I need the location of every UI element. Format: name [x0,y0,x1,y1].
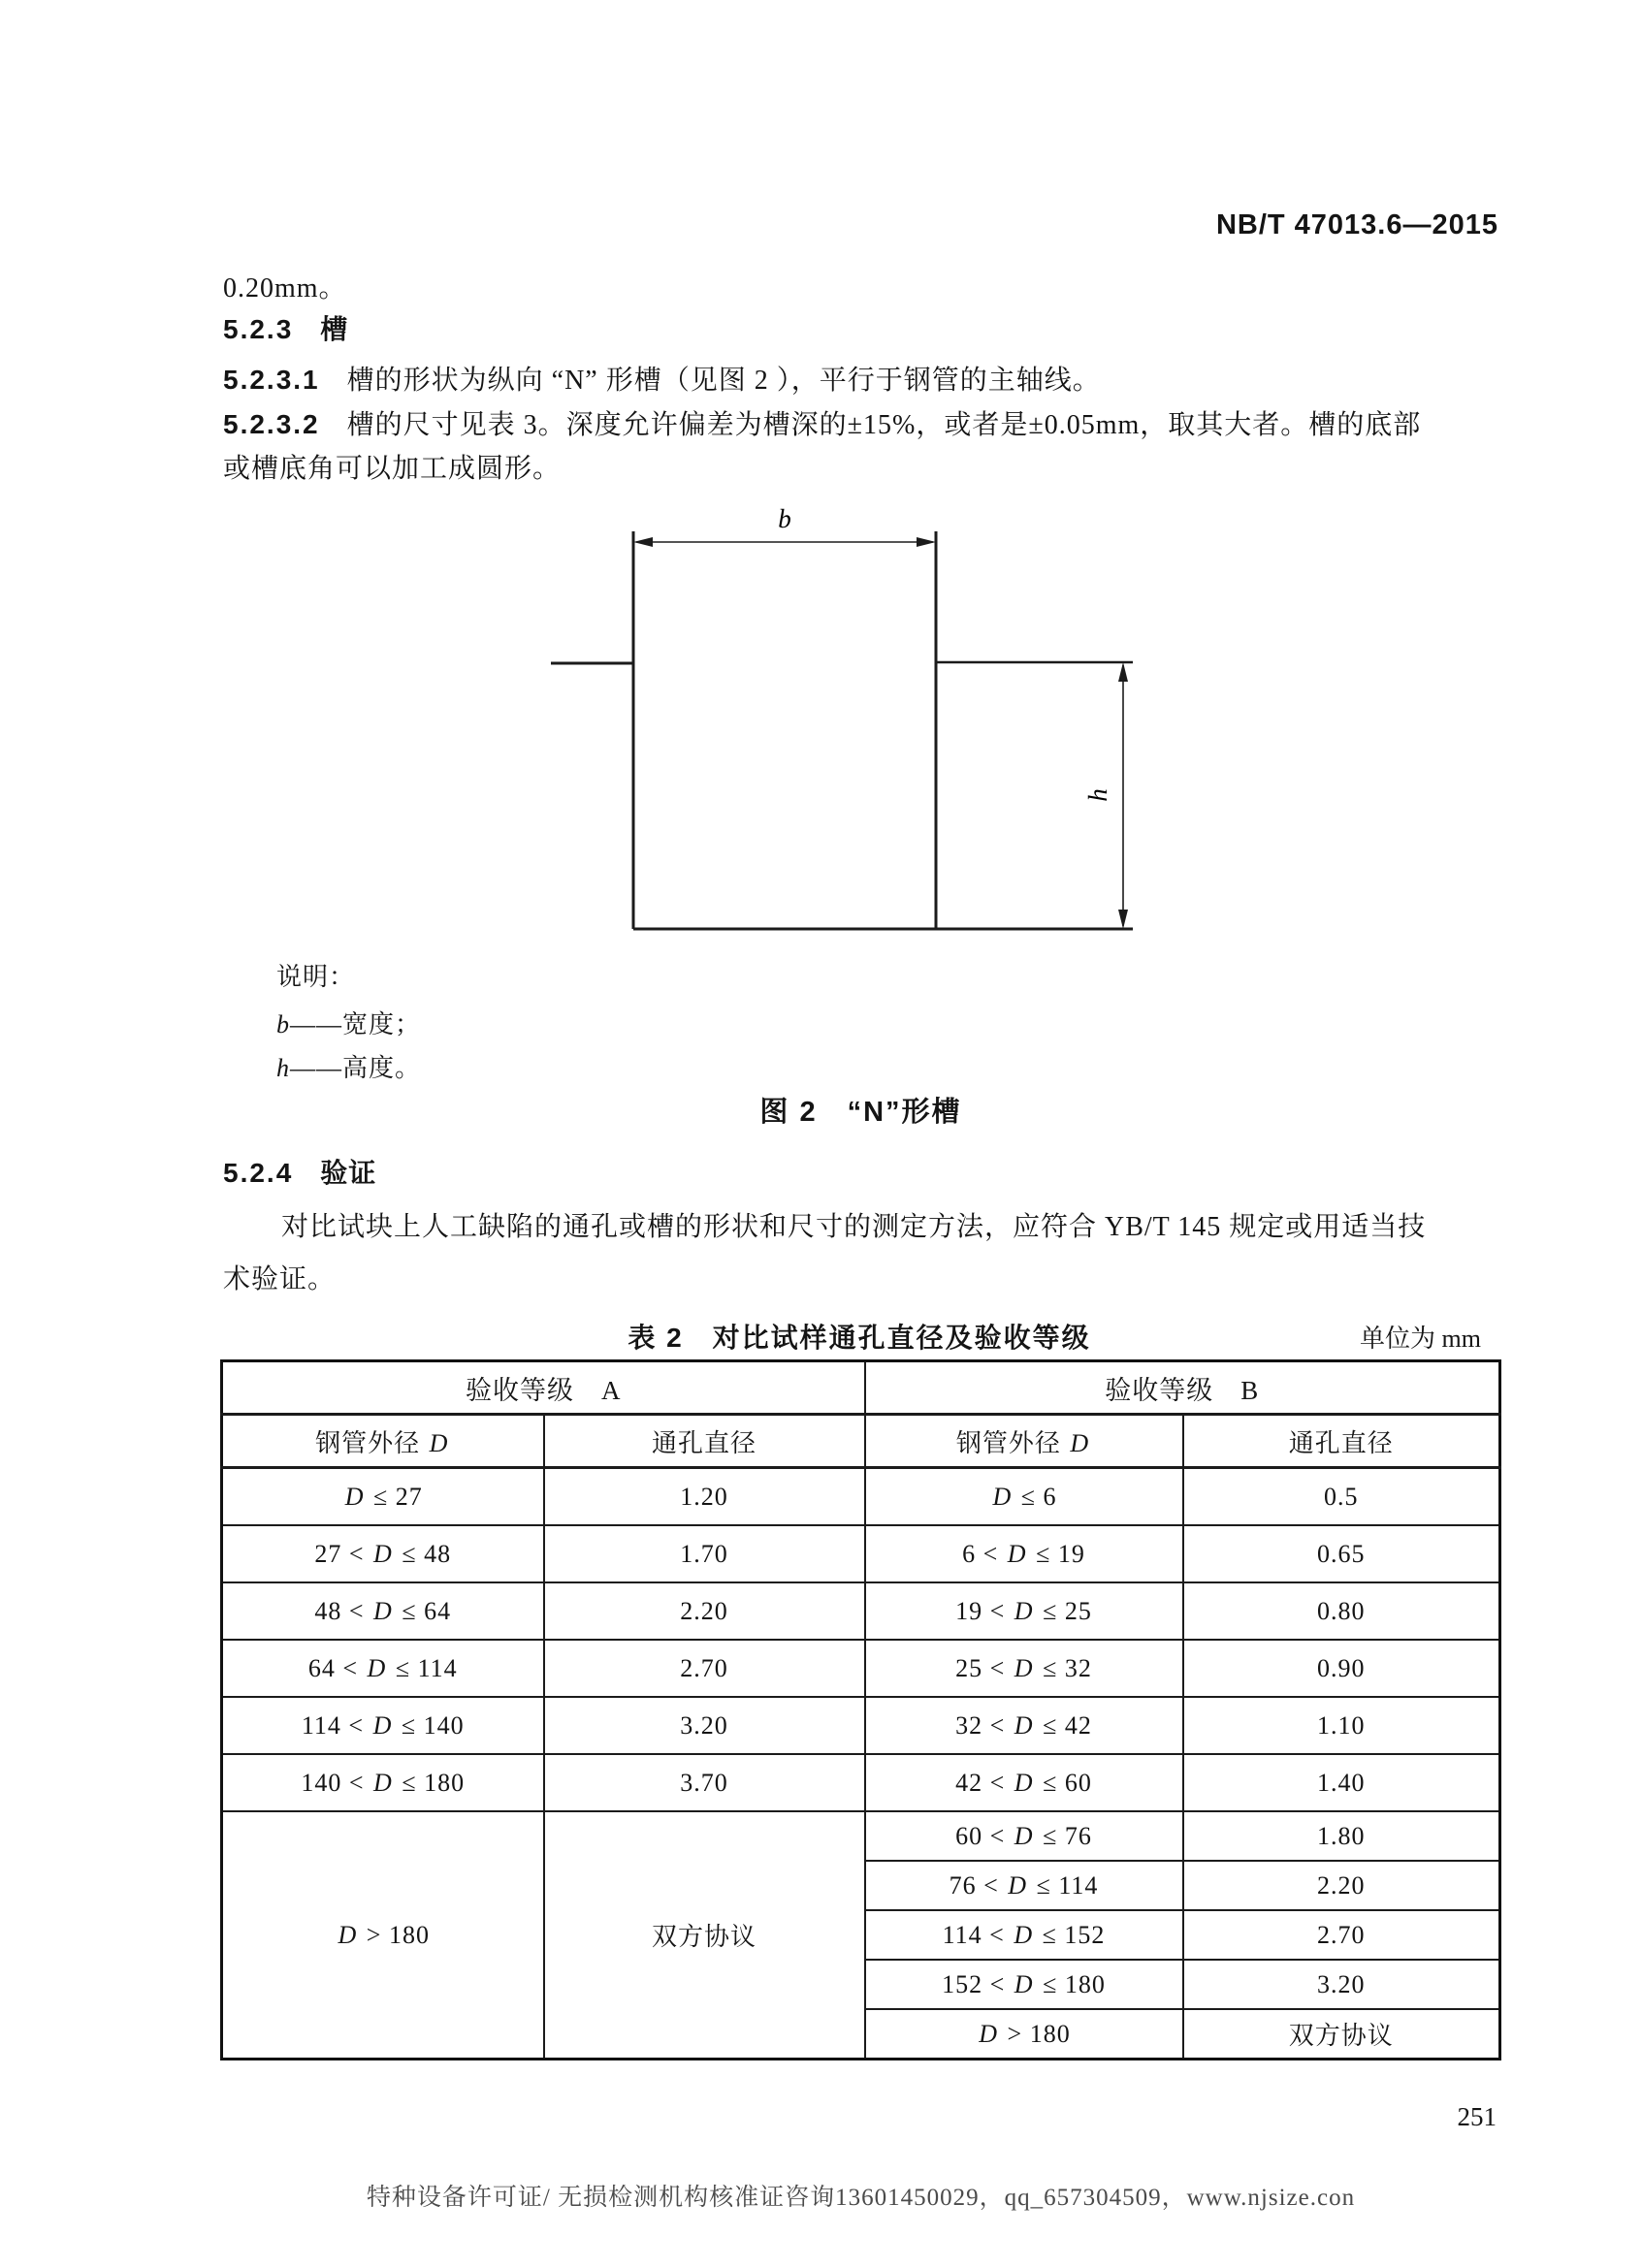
figure-caption: 图 2 “N”形槽 [759,1097,962,1128]
footer-watermark: 特种设备许可证/ 无损检测机构核准证咨询13601450029，qq_657304509，www.njsize.con [366,2185,1356,2211]
arrowhead-right-icon [917,537,936,547]
cell-value: 1.10 [1183,1697,1500,1754]
cell-range: D > 180 [865,2009,1183,2060]
group-header-grade-b: 验收等级 B [865,1361,1500,1415]
cell-value: 3.70 [544,1754,865,1811]
col-header: 钢管外径 D [865,1415,1183,1468]
table-row [222,1754,1500,1811]
comparison-table [220,1359,1501,2060]
col-header: 通孔直径 [1183,1415,1500,1468]
page-number: 251 [1457,2102,1497,2131]
dim-label-b: b [778,504,791,533]
cell-value: 1.80 [1183,1811,1500,1861]
clause-number: 5.2.3.2 [223,409,320,439]
cell-value: 1.20 [544,1468,865,1526]
table-row [222,1525,1500,1582]
paragraph-5-2-4-line1: 对比试块上人工缺陷的通孔或槽的形状和尺寸的测定方法，应符合 YB/T 145 规定或用适当技 [281,1212,1427,1242]
legend-desc: ——宽度； [290,1010,422,1038]
cell-range: 25 < D ≤ 32 [865,1640,1183,1697]
cell-range: 32 < D ≤ 42 [865,1697,1183,1754]
cell-value: 双方协议 [1183,2009,1500,2060]
cell-range: 27 < D ≤ 48 [222,1525,544,1582]
legend-symbol: b [276,1010,290,1038]
cell-range: 76 < D ≤ 114 [865,1861,1183,1910]
col-header: 钢管外径 D [222,1415,544,1468]
dim-label-h: h [1083,788,1112,802]
doc-number-header: NB/T 47013.6—2015 [1215,209,1498,240]
cell-range: 64 < D ≤ 114 [222,1640,544,1697]
table-column-header-row [222,1415,1500,1468]
cell-value: 0.90 [1183,1640,1500,1697]
table-row [222,1811,1500,1861]
heading-5-2-4 [223,1159,376,1189]
group-header-grade-a: 验收等级 A [222,1361,865,1415]
cell-value-merged: 双方协议 [544,1811,865,2060]
heading-title: 槽 [320,314,349,344]
cell-value: 3.20 [544,1697,865,1754]
legend-item-h [276,1054,421,1083]
paragraph-5-2-3-2-line2: 或槽底角可以加工成圆形。 [223,454,562,484]
table-row [222,1582,1500,1640]
cell-value: 1.40 [1183,1754,1500,1811]
table-title-row [220,1317,1498,1356]
table-row [222,1640,1500,1697]
paragraph-carryover: 0.20mm。 [223,273,347,303]
arrowhead-left-icon [633,537,653,547]
paragraph-text: 槽的尺寸见表 3。深度允许偏差为槽深的±15%，或者是±0.05mm，取其大者。槽的底部 [346,410,1422,440]
cell-value: 3.20 [1183,1960,1500,2009]
legend-title: 说明： [276,963,356,991]
cell-range: 42 < D ≤ 60 [865,1754,1183,1811]
clause-number: 5.2.3 [223,314,294,344]
table-unit-note: 单位为 mm [1360,1325,1481,1353]
cell-range-merged: D > 180 [222,1811,544,2060]
paragraph-5-2-3-1 [223,366,1101,396]
cell-value: 0.80 [1183,1582,1500,1640]
heading-5-2-3 [223,315,348,345]
paragraph-5-2-4-line2: 术验证。 [223,1264,337,1294]
table-title: 表 2 对比试样通孔直径及验收等级 [628,1323,1091,1353]
paragraph-text: 槽的形状为纵向 “N” 形槽（见图 2 ），平行于钢管的主轴线。 [346,366,1101,396]
table-group-header-row [222,1361,1500,1415]
clause-number: 5.2.4 [223,1158,294,1188]
cell-range: 114 < D ≤ 140 [222,1697,544,1754]
table-row [222,1468,1500,1526]
cell-value: 2.70 [544,1640,865,1697]
cell-range: 114 < D ≤ 152 [865,1910,1183,1960]
table-row [222,1697,1500,1754]
cell-value: 0.65 [1183,1525,1500,1582]
legend-item-b [276,1010,421,1039]
cell-range: 140 < D ≤ 180 [222,1754,544,1811]
legend-desc: ——高度。 [290,1054,422,1082]
cell-range: D ≤ 27 [222,1468,544,1526]
figure-n-groove-drawing [524,504,1164,960]
arrowhead-down-icon [1118,910,1128,929]
arrowhead-up-icon [1118,662,1128,682]
col-header: 通孔直径 [544,1415,865,1468]
cell-range: 6 < D ≤ 19 [865,1525,1183,1582]
cell-value: 2.20 [1183,1861,1500,1910]
heading-title: 验证 [320,1158,377,1188]
cell-range: 152 < D ≤ 180 [865,1960,1183,2009]
cell-range: 19 < D ≤ 25 [865,1582,1183,1640]
cell-range: D ≤ 6 [865,1468,1183,1526]
cell-value: 0.5 [1183,1468,1500,1526]
cell-value: 2.20 [544,1582,865,1640]
legend-symbol: h [276,1054,290,1082]
cell-range: 48 < D ≤ 64 [222,1582,544,1640]
clause-number: 5.2.3.1 [223,365,320,395]
cell-range: 60 < D ≤ 76 [865,1811,1183,1861]
cell-value: 2.70 [1183,1910,1500,1960]
paragraph-5-2-3-2-line1 [223,410,1421,440]
cell-value: 1.70 [544,1525,865,1582]
